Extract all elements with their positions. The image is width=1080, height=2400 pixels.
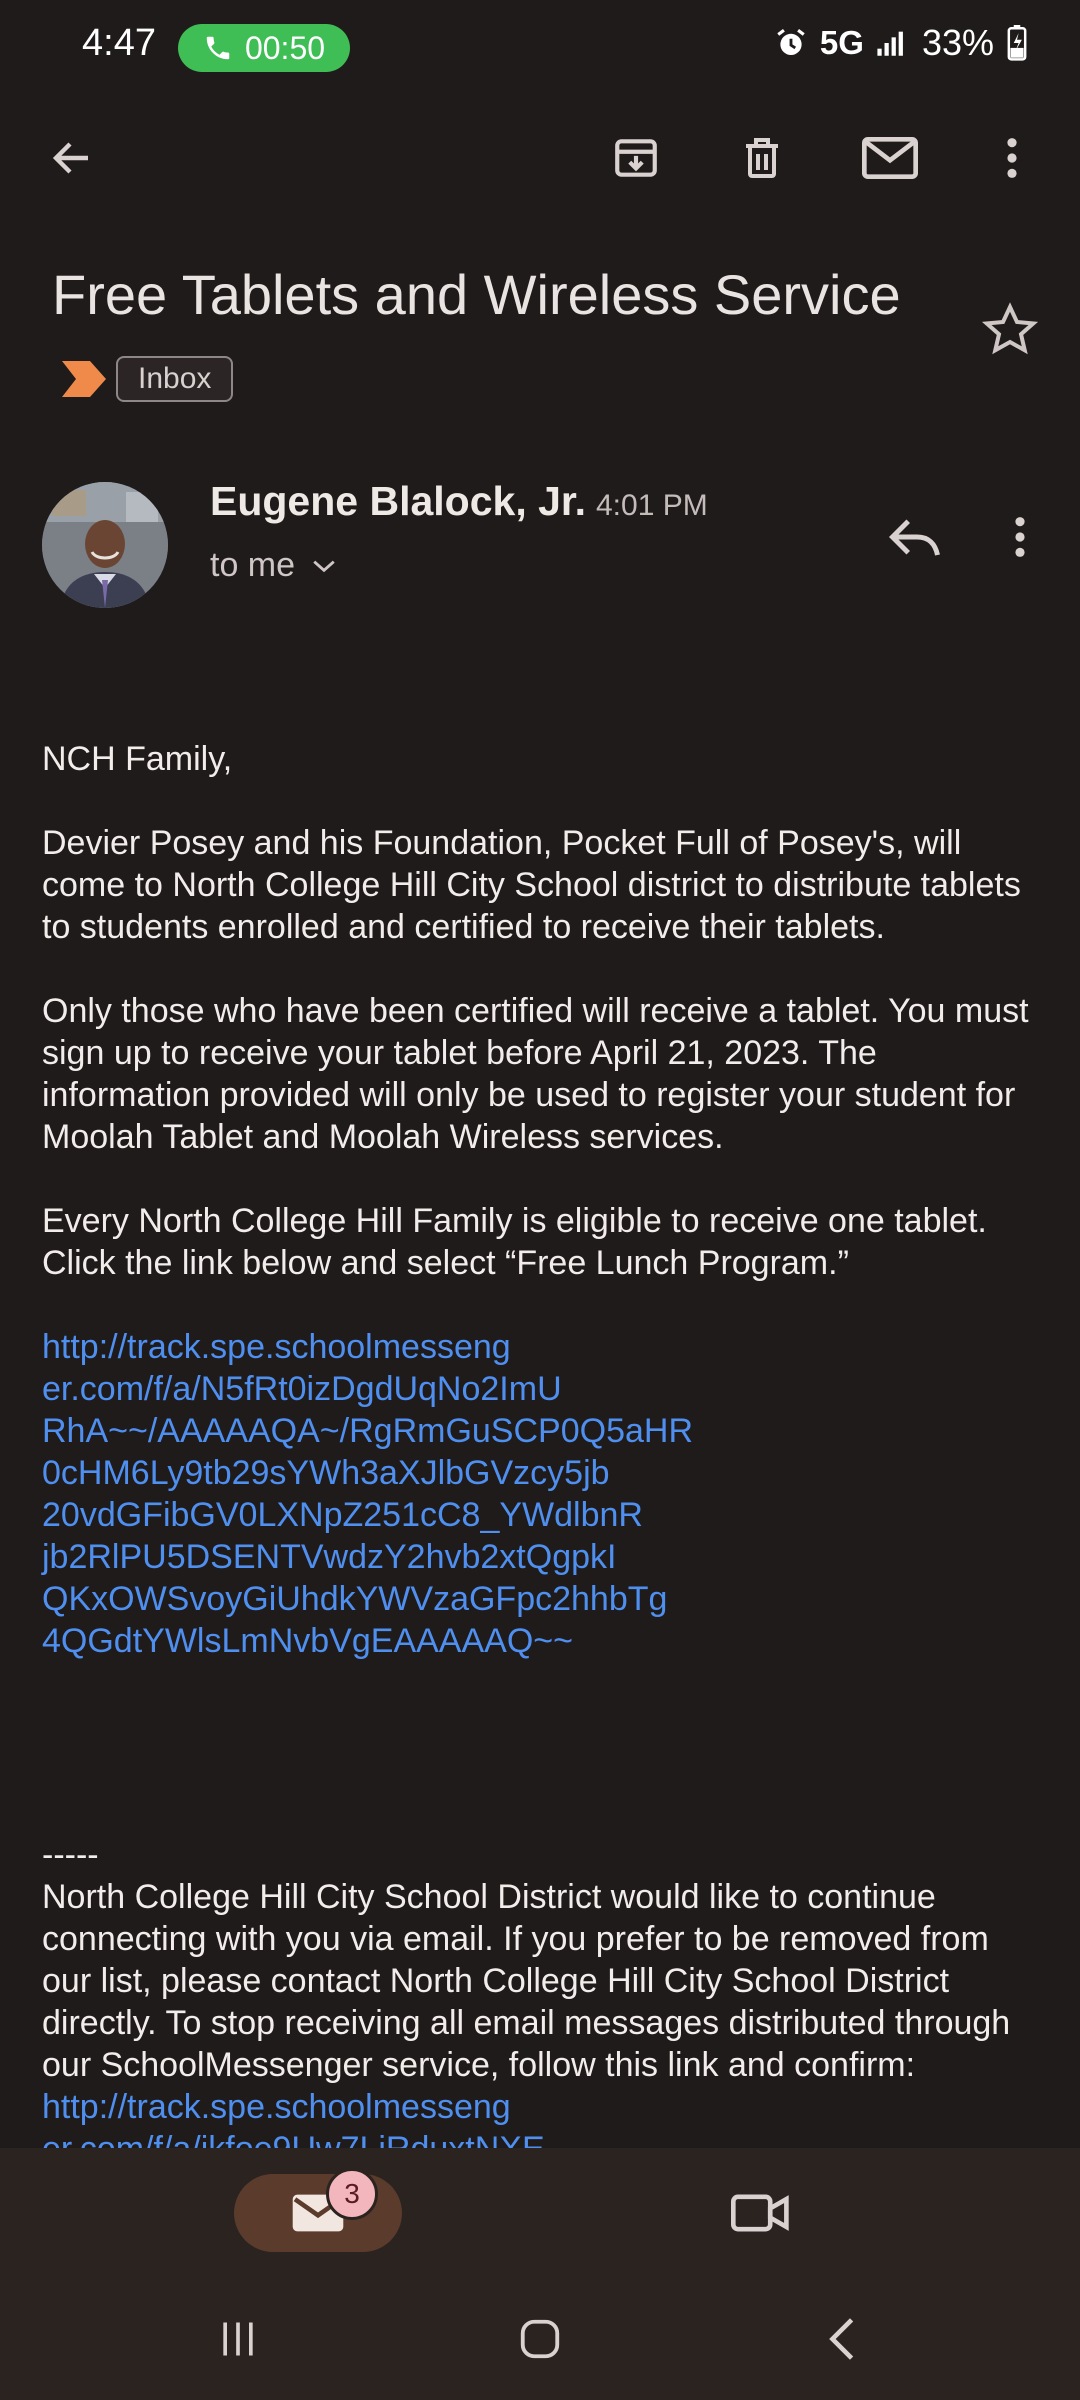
ongoing-call-chip[interactable] — [178, 24, 350, 72]
body-paragraph-2: Only those who have been certified will receive a tablet. You must sign up to receive your tablet before April 21, 2023. The information provided will only be used to register your student for Moolah Tablet and Moolah Wireless services. — [42, 992, 1029, 1156]
sender-line — [210, 478, 708, 525]
meet-tab[interactable] — [724, 2178, 798, 2248]
chevron-down-icon — [311, 557, 337, 575]
call-timer: 00:50 — [244, 29, 326, 66]
mail-icon — [862, 134, 918, 182]
email-subject: Free Tablets and Wireless Service — [52, 263, 901, 326]
recipient-details-toggle[interactable] — [210, 546, 337, 585]
sender-avatar[interactable] — [42, 482, 168, 608]
unsubscribe-link[interactable]: http://track.spe.schoolmesseng — [42, 2088, 511, 2126]
footer-separator: ----- — [42, 1836, 99, 1874]
link-line[interactable]: http://track.spe.schoolmesseng — [42, 1328, 511, 1366]
trash-icon — [738, 133, 786, 183]
sender-name[interactable]: Eugene Blalock, Jr. — [210, 478, 586, 524]
home-icon — [517, 2316, 563, 2362]
reply-icon — [888, 514, 942, 560]
unread-count-badge: 3 — [326, 2168, 378, 2220]
more-vert-icon — [1005, 135, 1019, 181]
signup-link[interactable] — [42, 1326, 1042, 1662]
greeting: NCH Family, — [42, 740, 233, 778]
battery-charging-icon — [1006, 25, 1028, 61]
person-photo-icon — [42, 482, 168, 608]
back-button[interactable] — [38, 124, 106, 192]
arrow-back-icon — [48, 134, 96, 182]
link-line[interactable]: QKxOWSvoyGiUhdkYWVzaGFpc2hhbTg — [42, 1580, 668, 1618]
star-button[interactable] — [980, 300, 1044, 364]
link-line[interactable]: RhA~~/AAAAAQA~/RgRmGuSCP0Q5aHR — [42, 1412, 693, 1450]
status-time: 4:47 — [82, 22, 156, 64]
important-marker-icon[interactable] — [62, 361, 106, 397]
mail-tab[interactable] — [234, 2174, 402, 2252]
recents-icon — [216, 2317, 260, 2361]
reply-button[interactable] — [880, 502, 950, 572]
delete-button[interactable] — [728, 124, 796, 192]
link-line[interactable]: 4QGdtYWlsLmNvbVgEAAAAAQ~~ — [42, 1622, 573, 1660]
more-options-button[interactable] — [978, 124, 1046, 192]
recipient-text: to me — [210, 546, 296, 584]
mark-unread-button[interactable] — [856, 124, 924, 192]
star-outline-icon — [980, 300, 1040, 360]
recent-apps-button[interactable] — [198, 2304, 278, 2374]
label-row — [62, 356, 233, 402]
bottom-navigation — [0, 2148, 1080, 2274]
network-type: 5G — [819, 24, 864, 61]
link-line[interactable]: er.com/f/a/N5fRt0izDgdUqNo2ImU — [42, 1370, 562, 1408]
system-back-button[interactable] — [802, 2304, 882, 2374]
home-button[interactable] — [500, 2304, 580, 2374]
email-body — [42, 738, 1042, 1662]
email-footer — [42, 1834, 1042, 2170]
system-navigation-bar — [0, 2274, 1080, 2400]
signal-icon — [876, 28, 910, 58]
footer-text: North College Hill City School District would like to continue connecting with you via email. If you prefer to be removed from our list, please contact North College Hill City School District directly. To stop receiving all email messages distributed through our SchoolMessenger service, follow this link and confirm: — [42, 1878, 1011, 2084]
body-paragraph-3: Every North College Hill Family is eligible to receive one tablet. Click the link below and select “Free Lunch Program.” — [42, 1202, 987, 1282]
video-camera-icon — [731, 2189, 791, 2237]
inbox-label-chip[interactable]: Inbox — [116, 356, 233, 402]
link-line[interactable]: jb2RlPU5DSENTVwdzY2hvb2xtQgpkI — [42, 1538, 617, 1576]
email-time: 4:01 PM — [596, 489, 708, 522]
status-bar — [0, 0, 1080, 96]
message-more-button[interactable] — [990, 502, 1050, 572]
battery-percent: 33% — [921, 22, 994, 63]
archive-icon — [611, 133, 661, 183]
chevron-left-icon — [822, 2316, 862, 2362]
email-toolbar — [0, 110, 1080, 206]
phone-icon — [203, 33, 233, 63]
link-line[interactable]: 0cHM6Ly9tb29sYWh3aXJlbGVzcy5jb — [42, 1454, 610, 1492]
body-paragraph-1: Devier Posey and his Foundation, Pocket Full of Posey's, will come to North College Hill City School district to distribute tablets to students enrolled and certified to receive their tablets. — [42, 824, 1021, 946]
archive-button[interactable] — [602, 124, 670, 192]
alarm-icon — [774, 26, 808, 60]
more-vert-icon — [1013, 514, 1027, 560]
link-line[interactable]: 20vdGFibGV0LXNpZ251cC8_YWdlbnR — [42, 1496, 643, 1534]
